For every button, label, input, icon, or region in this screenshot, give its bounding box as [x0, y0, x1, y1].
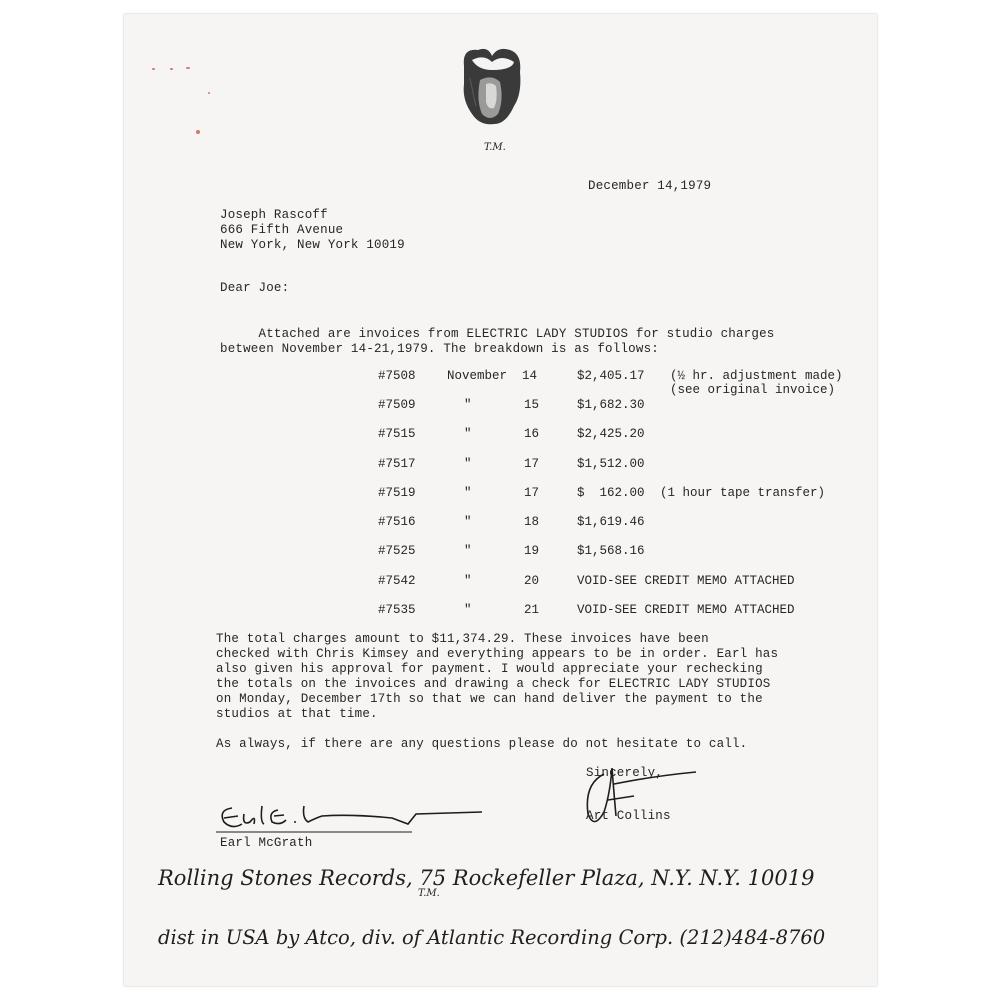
invoice-row: [124, 486, 877, 501]
invoice-month: ": [464, 427, 472, 441]
invoice-number: #7517: [378, 457, 416, 471]
invoice-note: (1 hour tape transfer): [660, 486, 826, 500]
invoice-day: 14: [522, 369, 538, 383]
body-line-2: checked with Chris Kimsey and everything appears to be in order. Earl has: [216, 647, 779, 661]
invoice-number: #7535: [378, 603, 416, 617]
invoice-day: 18: [524, 515, 540, 529]
invoice-month: ": [464, 398, 472, 412]
invoice-day: 21: [524, 603, 540, 617]
signer-right-name: Art Collins: [586, 809, 671, 823]
body-line-3: also given his approval for payment. I would appreciate your rechecking: [216, 662, 763, 676]
closing-line: As always, if there are any questions please do not hesitate to call.: [216, 737, 748, 751]
invoice-row: [124, 544, 877, 559]
invoice-number: #7519: [378, 486, 416, 500]
art-collins-signature: [574, 754, 704, 839]
salutation: Dear Joe:: [220, 281, 290, 295]
invoice-month: ": [464, 457, 472, 471]
intro-line-1: Attached are invoices from ELECTRIC LADY STUDIOS for studio charges: [220, 327, 775, 341]
letter-page: [124, 14, 877, 986]
invoice-row: [124, 369, 877, 397]
invoice-row: [124, 457, 877, 472]
invoice-number: #7542: [378, 574, 416, 588]
invoice-month: ": [464, 544, 472, 558]
invoice-month: ": [464, 574, 472, 588]
invoice-amount: $1,619.46: [577, 515, 645, 529]
invoice-amount: VOID-SEE CREDIT MEMO ATTACHED: [577, 574, 795, 588]
invoice-amount: $2,405.17: [577, 369, 645, 383]
invoice-number: #7508: [378, 369, 416, 383]
invoice-number: #7525: [378, 544, 416, 558]
invoice-amount: $ 162.00: [577, 486, 645, 500]
recipient-address-line1: 666 Fifth Avenue: [220, 223, 344, 237]
intro-line-2: between November 14-21,1979. The breakdown is as follows:: [220, 342, 659, 356]
body-line-4: the totals on the invoices and drawing a check for ELECTRIC LADY STUDIOS: [216, 677, 771, 691]
footer-address-line: Rolling Stones Records, 75 Rockefeller Plaza, N.Y. N.Y. 10019: [158, 866, 815, 890]
footer-tm-mark: T.M.: [418, 888, 440, 899]
invoice-number: #7515: [378, 427, 416, 441]
invoice-amount: $1,512.00: [577, 457, 645, 471]
footer-distribution-line: dist in USA by Atco, div. of Atlantic Recording Corp. (212)484-8760: [158, 926, 826, 949]
invoice-number: #7516: [378, 515, 416, 529]
invoice-row: [124, 398, 877, 413]
invoice-month: ": [464, 515, 472, 529]
invoice-day: 15: [524, 398, 540, 412]
invoice-amount: $1,568.16: [577, 544, 645, 558]
signer-left-name: Earl McGrath: [220, 836, 313, 850]
invoice-row: [124, 574, 877, 589]
invoice-note-2: (see original invoice): [670, 383, 836, 397]
invoice-day: 17: [524, 486, 540, 500]
invoice-amount: VOID-SEE CREDIT MEMO ATTACHED: [577, 603, 795, 617]
invoice-day: 20: [524, 574, 540, 588]
body-line-5: on Monday, December 17th so that we can hand deliver the payment to the: [216, 692, 763, 706]
invoice-day: 19: [524, 544, 540, 558]
sincerely: Sincerely,: [586, 766, 664, 780]
invoice-row: [124, 603, 877, 618]
invoice-note: (½ hr. adjustment made): [670, 369, 843, 383]
body-line-1: The total charges amount to $11,374.29. These invoices have been: [216, 632, 709, 646]
rolling-stones-tongue-logo-icon: [456, 44, 526, 144]
recipient-name: Joseph Rascoff: [220, 208, 328, 222]
invoice-day: 16: [524, 427, 540, 441]
invoice-amount: $1,682.30: [577, 398, 645, 412]
letter-date: December 14,1979: [588, 179, 712, 193]
invoice-row: [124, 515, 877, 530]
invoice-amount: $2,425.20: [577, 427, 645, 441]
invoice-day: 17: [524, 457, 540, 471]
invoice-number: #7509: [378, 398, 416, 412]
invoice-month: November: [447, 369, 508, 383]
invoice-month: ": [464, 486, 472, 500]
logo-tm-mark: T.M.: [484, 142, 506, 153]
invoice-row: [124, 427, 877, 442]
body-line-6: studios at that time.: [216, 707, 378, 721]
invoice-month: ": [464, 603, 472, 617]
recipient-address-line2: New York, New York 10019: [220, 238, 405, 252]
